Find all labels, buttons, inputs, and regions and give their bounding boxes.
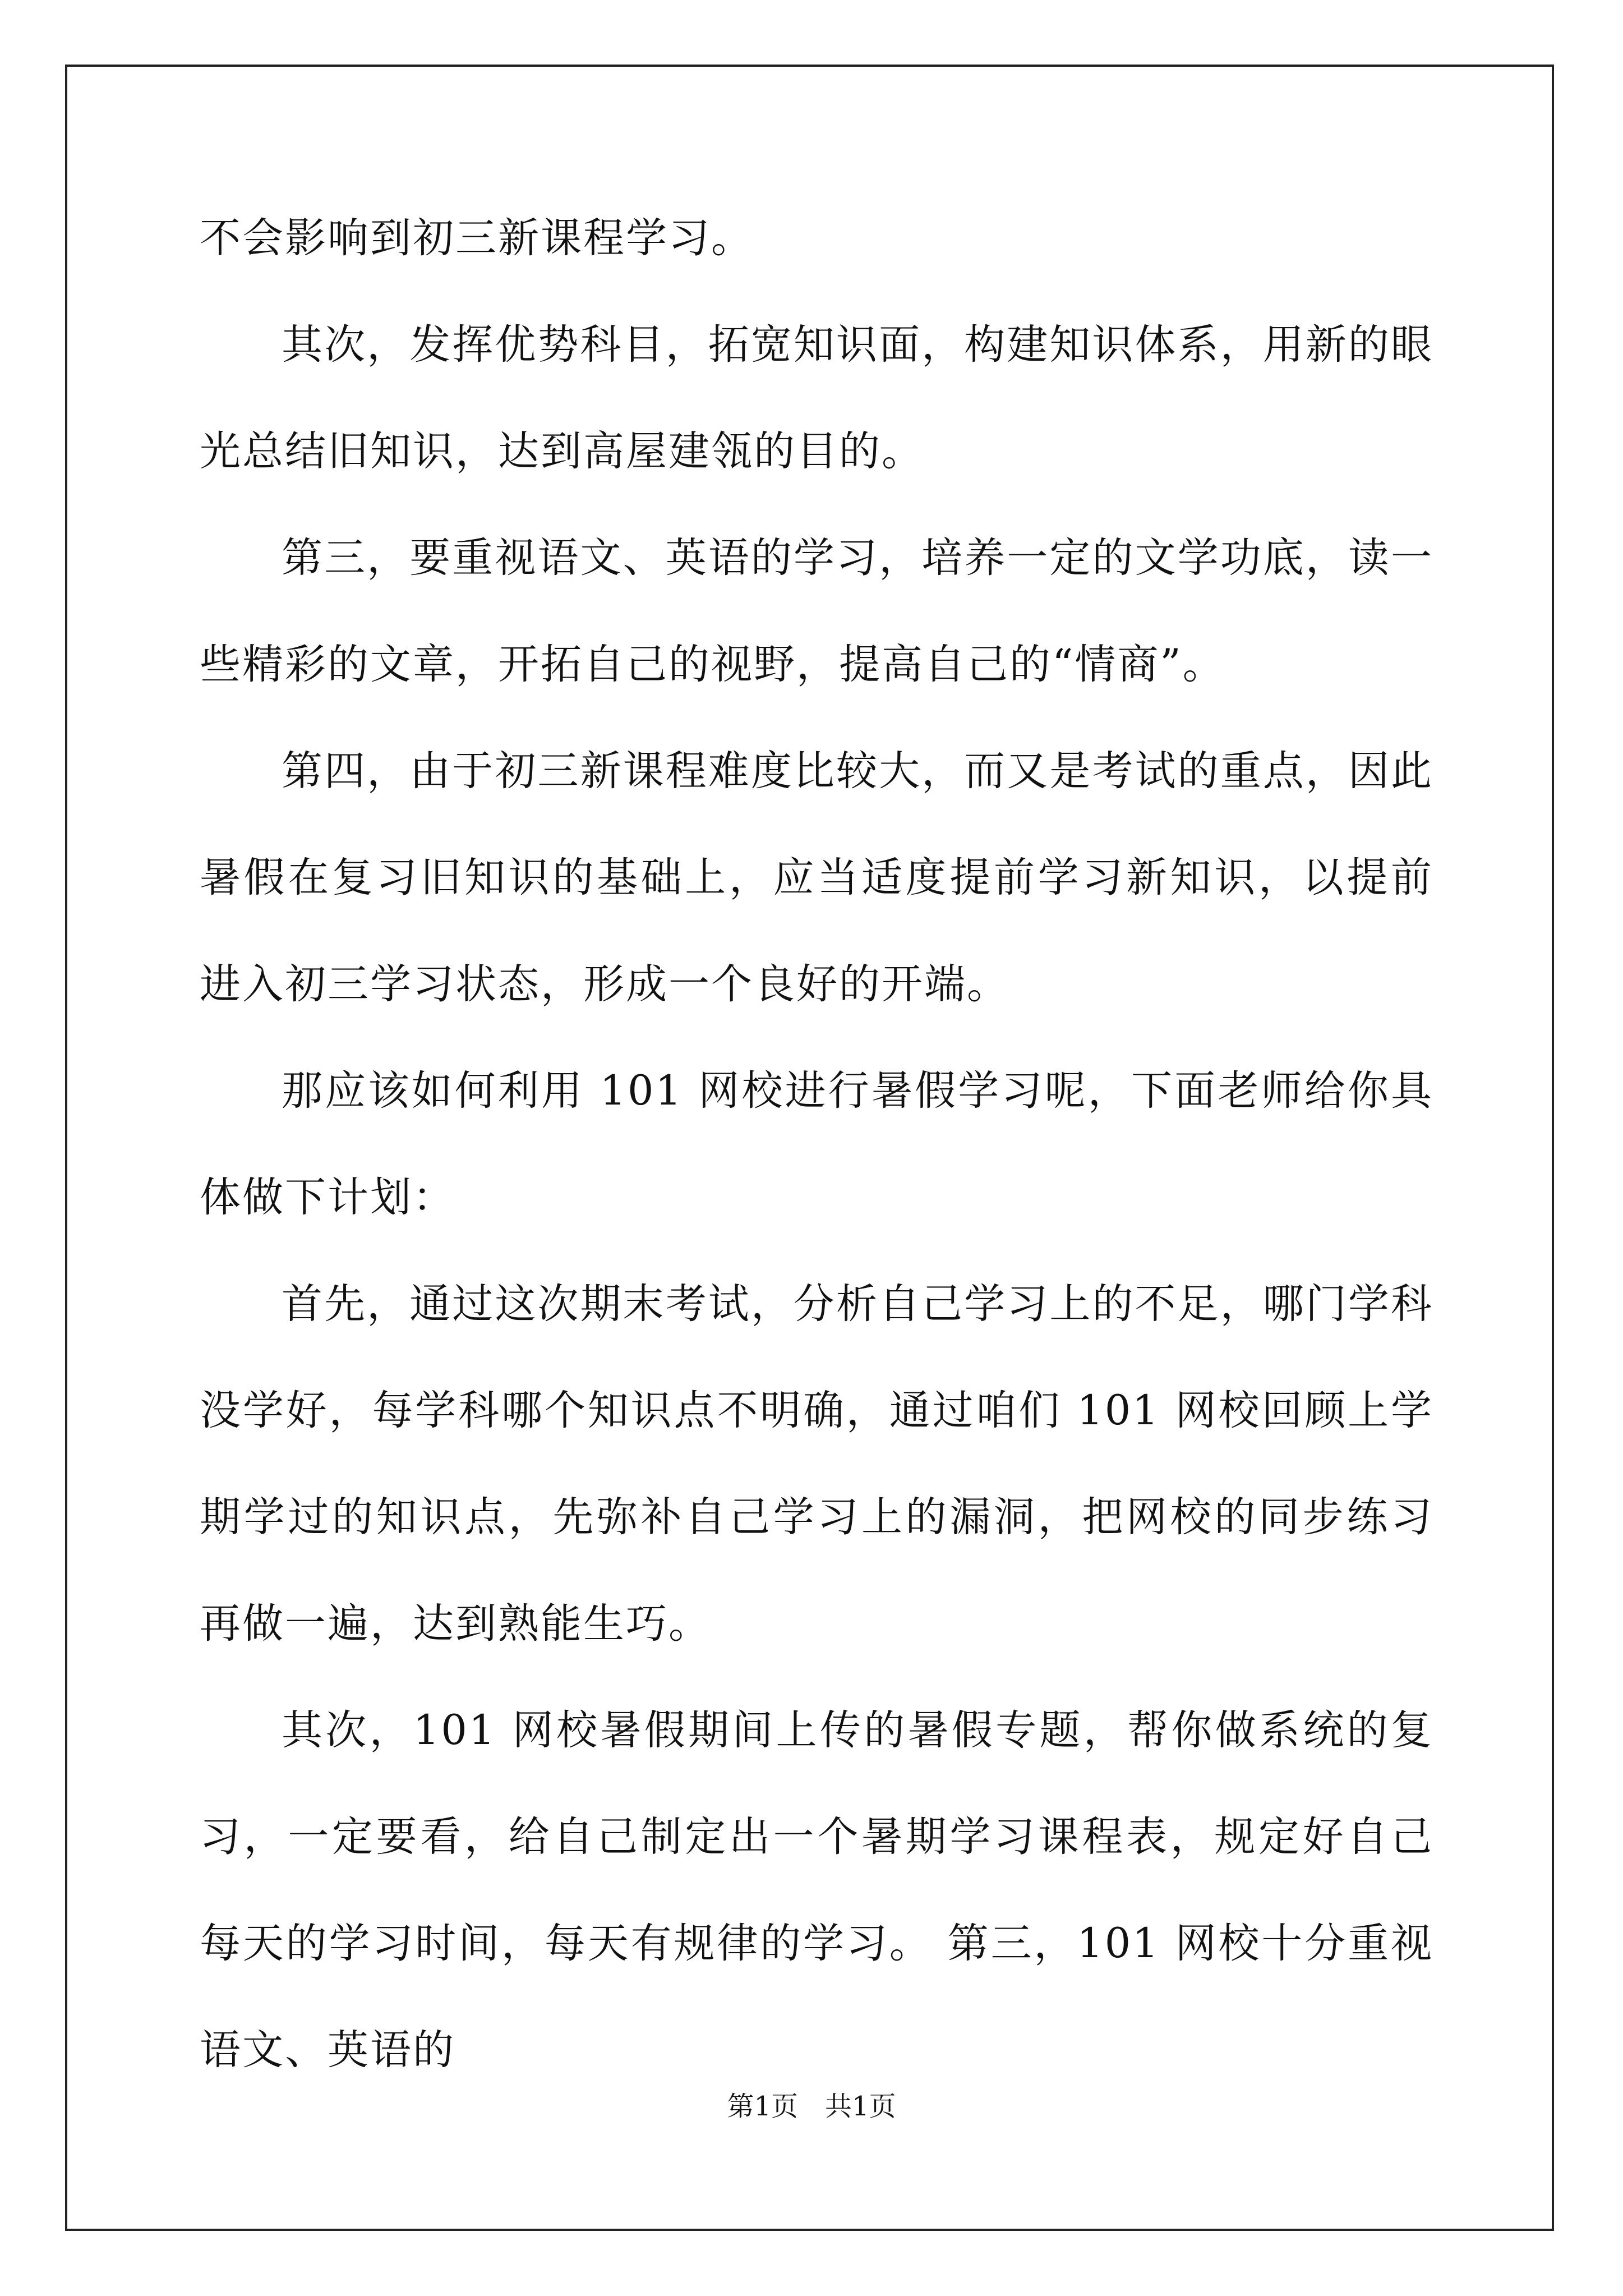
paragraph-5: 那应该如何利用 101 网校进行暑假学习呢，下面老师给你具体做下计划： xyxy=(200,1067,1433,1221)
paragraph-6: 首先，通过这次期末考试，分析自己学习上的不足，哪门学科没学好，每学科哪个知识点不明确，通过咱们 101 网校回顾上学期学过的知识点，先弥补自己学习上的漏洞，把网校的同步练习再做一遍，达到熟能生巧。 xyxy=(200,1280,1433,1648)
paragraph-1: 不会影响到初三新课程学习。 xyxy=(200,214,754,262)
paragraph-3: 第三，要重视语文、英语的学习，培养一定的文学功底，读一些精彩的文章，开拓自己的视野，提高自己的“情商”。 xyxy=(200,534,1433,688)
paragraph-7: 其次，101 网校暑假期间上传的暑假专题，帮你做系统的复习，一定要看，给自己制定出一个暑期学习课程表，规定好自己每天的学习时间，每天有规律的学习。 第三，101 网校十分重视语文、英语的 xyxy=(200,1706,1433,2074)
paragraph-4: 第四，由于初三新课程难度比较大，而又是考试的重点，因此暑假在复习旧知识的基础上，应当适度提前学习新知识，以提前进入初三学习状态，形成一个良好的开端。 xyxy=(200,747,1433,1008)
paragraph-2: 其次，发挥优势科目，拓宽知识面，构建知识体系，用新的眼光总结旧知识，达到高屋建瓴的目的。 xyxy=(200,321,1433,475)
document-body xyxy=(200,185,1433,2104)
page-number-footer: 第1页 共1页 xyxy=(727,2091,896,2122)
